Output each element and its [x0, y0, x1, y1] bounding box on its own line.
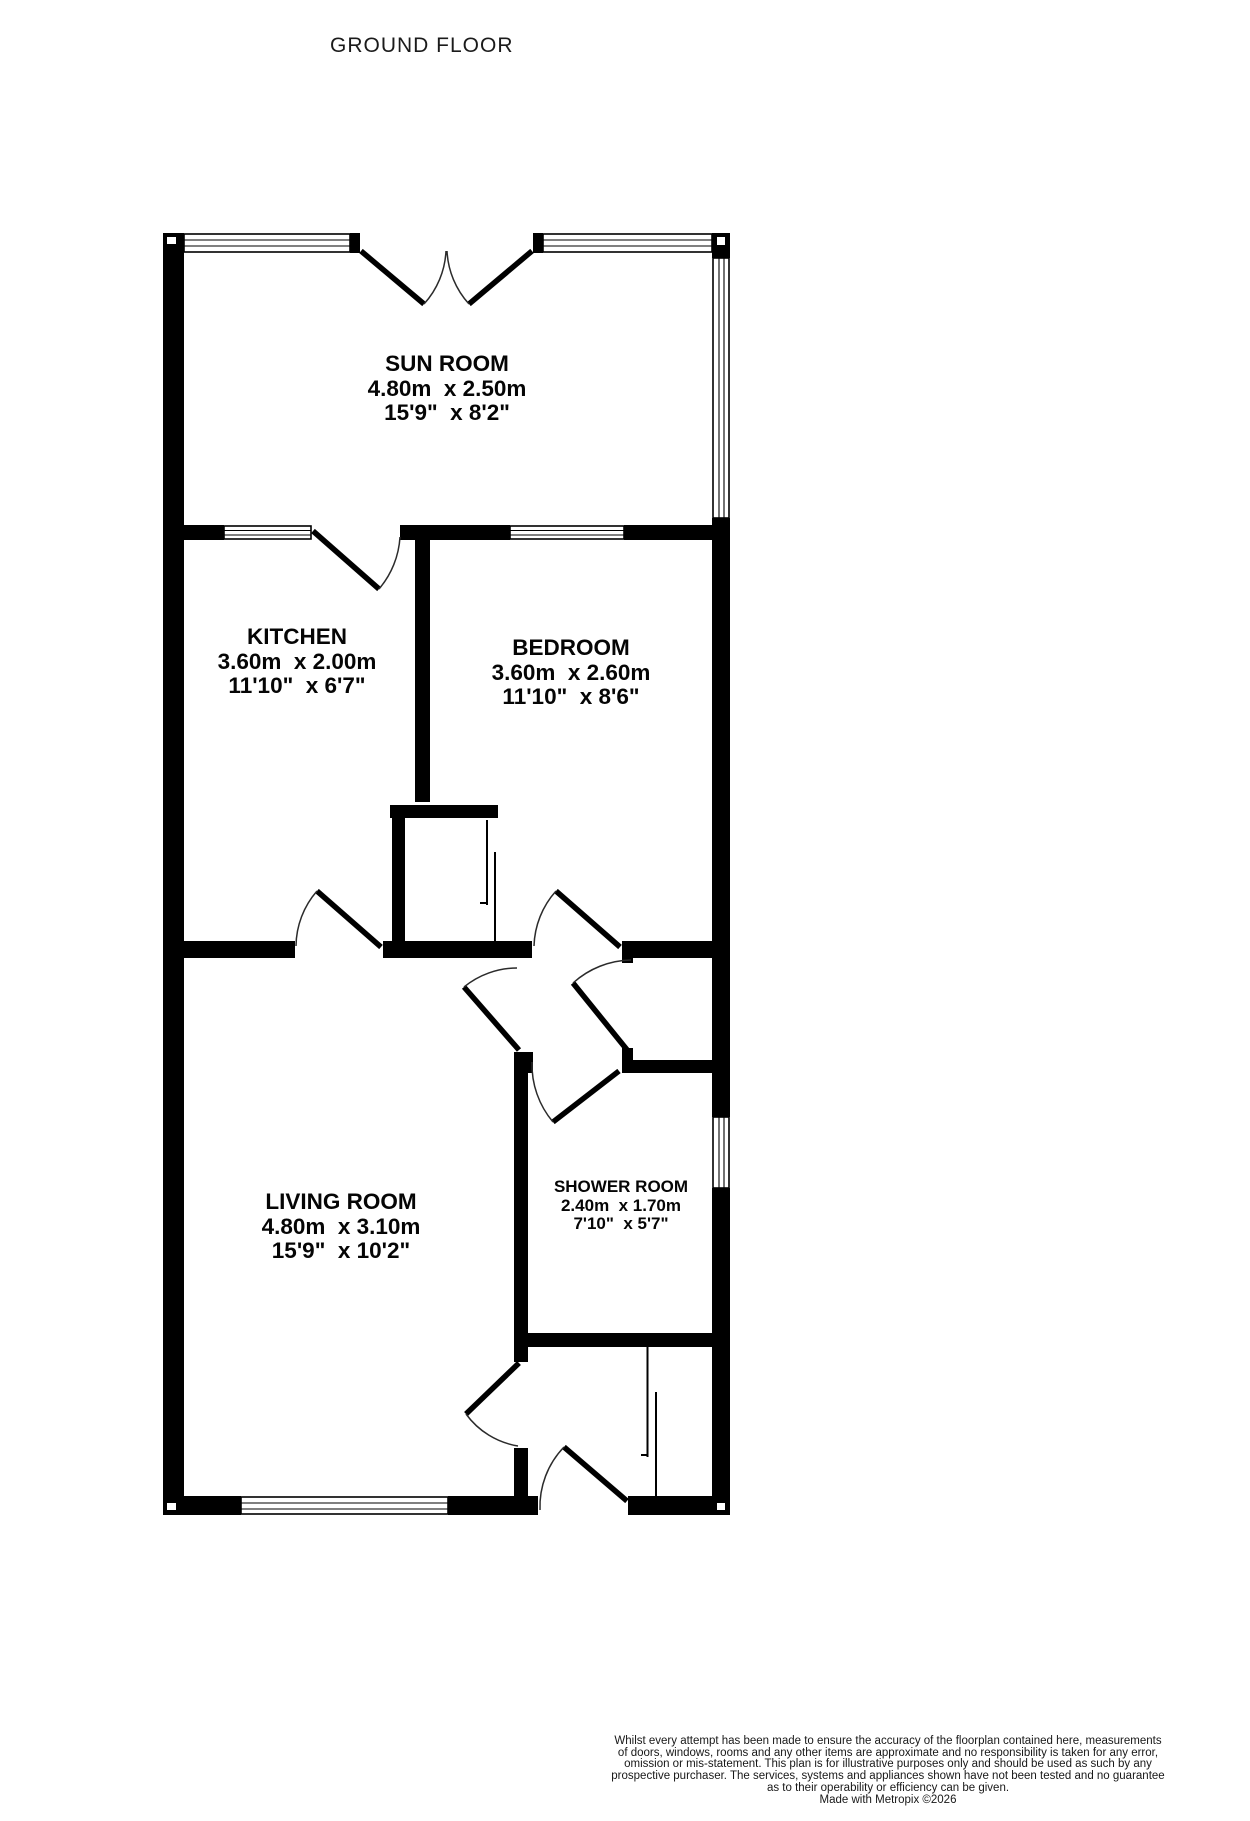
door-sunroom-right-leaf	[469, 251, 532, 304]
door-front-leaf	[564, 1447, 627, 1501]
notch-bottom-right	[717, 1503, 725, 1510]
window-bedroom	[510, 526, 624, 539]
door-living-hall-leaf	[466, 1363, 519, 1414]
wall-mid-b	[383, 941, 532, 958]
disclaimer-line: as to their operability or efficiency can be given.	[766, 1781, 1010, 1794]
room-label-kitchen	[218, 625, 377, 699]
door-kitchen-leaf	[313, 531, 379, 589]
thin-lines	[480, 820, 656, 1497]
room-label-sun-room	[368, 352, 527, 426]
room-dim-imperial: 7'10" x 5'7"	[573, 1214, 669, 1233]
door-sunroom-right-arc	[447, 251, 469, 304]
wall-sunroom-divider-b	[400, 525, 510, 540]
door-bedroom-leaf	[556, 891, 620, 947]
room-dim-imperial: 11'10" x 8'6"	[502, 684, 640, 709]
room-name: KITCHEN	[247, 624, 347, 649]
door-leaves	[313, 251, 628, 1501]
disclaimer-line: of doors, windows, rooms and any other items are approximate and no responsibility is taken for any error,	[617, 1746, 1159, 1759]
window-sunroom-top-left	[184, 234, 350, 252]
notch-top-right	[717, 237, 725, 245]
door-arcs	[296, 251, 631, 1510]
room-name: SUN ROOM	[385, 351, 509, 376]
window-living-room	[241, 1497, 448, 1514]
room-dim-metric: 2.40m x 1.70m	[560, 1195, 682, 1215]
notch-bottom-left	[167, 1503, 176, 1510]
door-bedroom-arc	[534, 891, 556, 946]
disclaimer-line: Whilst every attempt has been made to ensure the accuracy of the floorplan contained here, measurements	[614, 1735, 1162, 1747]
notch-top-left	[167, 237, 176, 244]
wall-living-shower-divider	[514, 1073, 528, 1362]
wall-closet-north	[390, 805, 498, 818]
disclaimer	[568, 1736, 1208, 1806]
room-name: BEDROOM	[512, 635, 630, 660]
wall-bottom-c	[628, 1496, 730, 1515]
disclaimer-line: omission or mis-statement. This plan is for illustrative purposes only and should be used as such by any	[624, 1758, 1152, 1771]
wall-top-door-post-right	[533, 233, 543, 253]
door-shower-leaf	[553, 1071, 619, 1122]
wall-mid-a	[184, 941, 295, 958]
door-kitchen-living-arc	[296, 891, 317, 946]
room-name: LIVING ROOM	[265, 1189, 417, 1214]
room-label-bedroom	[492, 636, 651, 710]
door-hall-cupboard-leaf	[573, 983, 628, 1051]
room-label-shower-room	[554, 1178, 688, 1234]
door-hall-cupboard-arc	[573, 960, 631, 983]
room-dim-metric: 4.80m x 2.50m	[367, 375, 527, 401]
room-dim-metric: 4.80m x 3.10m	[261, 1213, 421, 1239]
door-living-hall-arc	[466, 1414, 518, 1446]
disclaimer-line: prospective purchaser. The services, systems and appliances shown have not been tested and no guarantee	[611, 1770, 1165, 1783]
wall-sunroom-divider-a	[184, 525, 224, 540]
door-sunroom-left-arc	[424, 251, 446, 304]
wall-top-door-post-left	[350, 233, 360, 253]
door-shower-arc	[532, 1062, 553, 1122]
wall-shower-north	[622, 1060, 712, 1073]
credit-line: Made with Metropix ©2026	[819, 1793, 957, 1806]
door-front-arc	[540, 1447, 564, 1510]
wall-closet-west	[392, 818, 405, 941]
room-name: SHOWER ROOM	[553, 1177, 689, 1196]
wall-right-top-corner	[712, 233, 730, 258]
room-dim-imperial: 11'10" x 6'7"	[228, 673, 366, 698]
window-kitchen	[224, 526, 311, 539]
door-kitchen-arc	[379, 537, 400, 589]
door-sunroom-left-leaf	[361, 251, 424, 304]
room-dim-imperial: 15'9" x 8'2"	[384, 400, 510, 425]
window-sunroom-top-right	[543, 234, 712, 252]
room-dim-metric: 3.60m x 2.00m	[217, 648, 377, 674]
wall-bottom-b	[448, 1496, 538, 1515]
door-kitchen-living-leaf	[317, 891, 381, 947]
wall-kitchen-bedroom-divider	[415, 540, 430, 802]
room-label-living-room	[262, 1190, 421, 1264]
wall-shower-south	[514, 1333, 712, 1347]
corner-notches	[167, 237, 725, 1510]
wall-right-bottom	[712, 1188, 730, 1515]
door-hall-living-leaf	[464, 987, 519, 1050]
windows	[184, 234, 729, 1514]
window-shower-room	[713, 1117, 729, 1188]
wall-left	[163, 233, 184, 1515]
wall-shower-west-stub	[514, 1052, 533, 1073]
page-title: GROUND FLOOR	[330, 34, 514, 57]
wall-mid-c	[623, 941, 712, 958]
wall-sunroom-divider-c	[624, 525, 712, 540]
wall-right-middle	[712, 518, 730, 1117]
door-hall-living-arc	[464, 968, 517, 987]
room-dim-metric: 3.60m x 2.60m	[491, 659, 651, 685]
window-sunroom-right	[713, 258, 729, 518]
room-dim-imperial: 15'9" x 10'2"	[271, 1238, 411, 1263]
